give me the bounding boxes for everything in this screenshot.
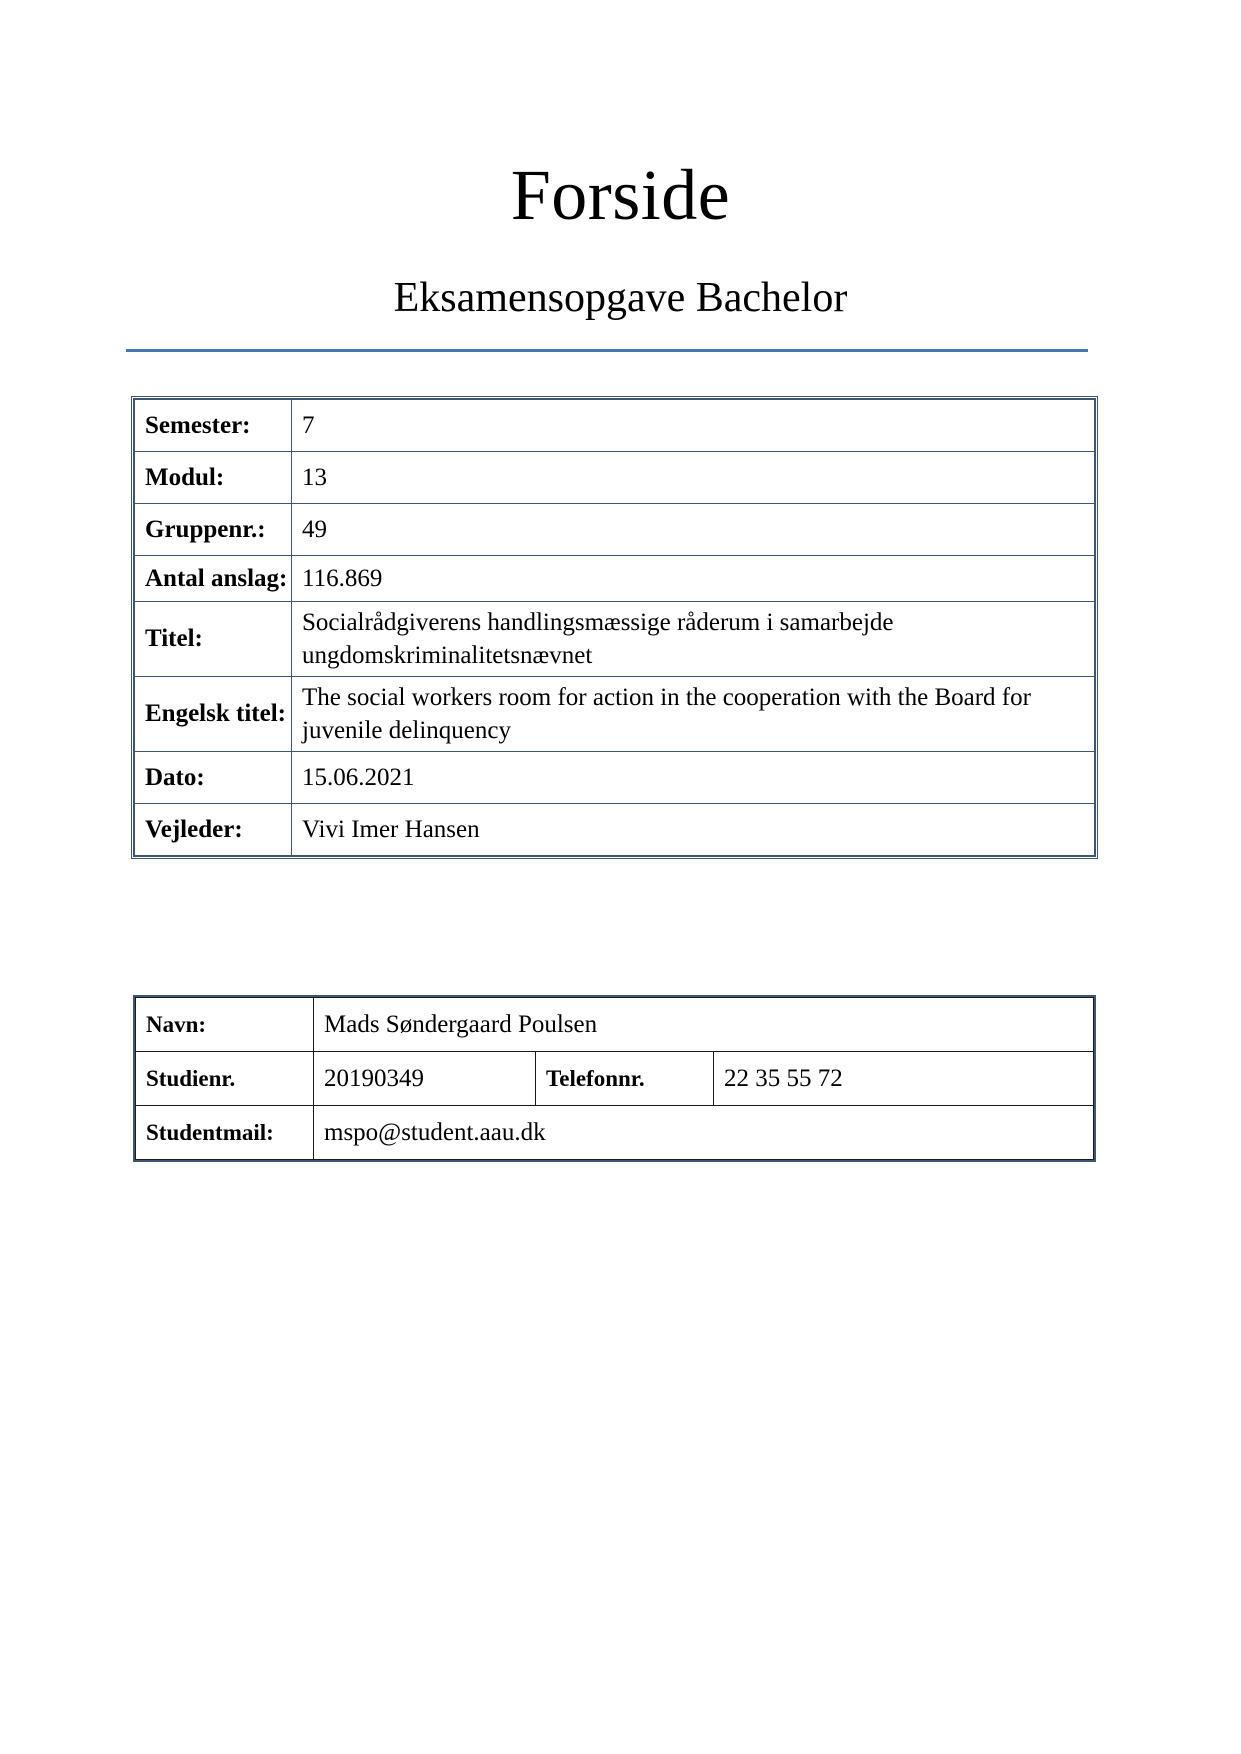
- value-titel: Socialrådgiverens handlingsmæssige råderum i samarbejde ungdomskriminalitetsnævnet: [292, 602, 1095, 677]
- value-antal-anslag: 116.869: [292, 556, 1095, 602]
- label-semester: Semester:: [135, 400, 292, 452]
- table-row: [135, 602, 1095, 677]
- student-info-table: [133, 995, 1096, 1162]
- assignment-info-table: [131, 396, 1098, 859]
- label-studentmail: Studentmail:: [136, 1106, 314, 1160]
- page-title: Forside: [510, 155, 731, 235]
- table-row: [136, 1052, 1094, 1106]
- label-gruppenr: Gruppenr.:: [135, 504, 292, 556]
- table-row: [135, 752, 1095, 804]
- table-row: [135, 504, 1095, 556]
- table-row: [136, 998, 1094, 1052]
- table-row: [135, 452, 1095, 504]
- table-row: [136, 1106, 1094, 1160]
- label-engelsk-titel: Engelsk titel:: [135, 677, 292, 752]
- value-engelsk-titel: The social workers room for action in the cooperation with the Board for juvenile delinquency: [292, 677, 1095, 752]
- value-dato: 15.06.2021: [292, 752, 1095, 804]
- label-studienr: Studienr.: [136, 1052, 314, 1106]
- value-studentmail: mspo@student.aau.dk: [314, 1106, 1094, 1160]
- label-antal-anslag: Antal anslag:: [135, 556, 292, 602]
- value-telefonnr: 22 35 55 72: [714, 1052, 1094, 1106]
- table-row: [135, 400, 1095, 452]
- value-vejleder: Vivi Imer Hansen: [292, 804, 1095, 856]
- value-modul: 13: [292, 452, 1095, 504]
- value-semester: 7: [292, 400, 1095, 452]
- label-telefonnr: Telefonnr.: [536, 1052, 714, 1106]
- value-gruppenr: 49: [292, 504, 1095, 556]
- label-titel: Titel:: [135, 602, 292, 677]
- page-subtitle: Eksamensopgave Bachelor: [393, 275, 848, 321]
- table-row: [135, 556, 1095, 602]
- table-row: [135, 677, 1095, 752]
- value-navn: Mads Søndergaard Poulsen: [314, 998, 1094, 1052]
- header-divider: [126, 349, 1088, 352]
- label-navn: Navn:: [136, 998, 314, 1052]
- label-dato: Dato:: [135, 752, 292, 804]
- label-vejleder: Vejleder:: [135, 804, 292, 856]
- value-studienr: 20190349: [314, 1052, 536, 1106]
- table-row: [135, 804, 1095, 856]
- label-modul: Modul:: [135, 452, 292, 504]
